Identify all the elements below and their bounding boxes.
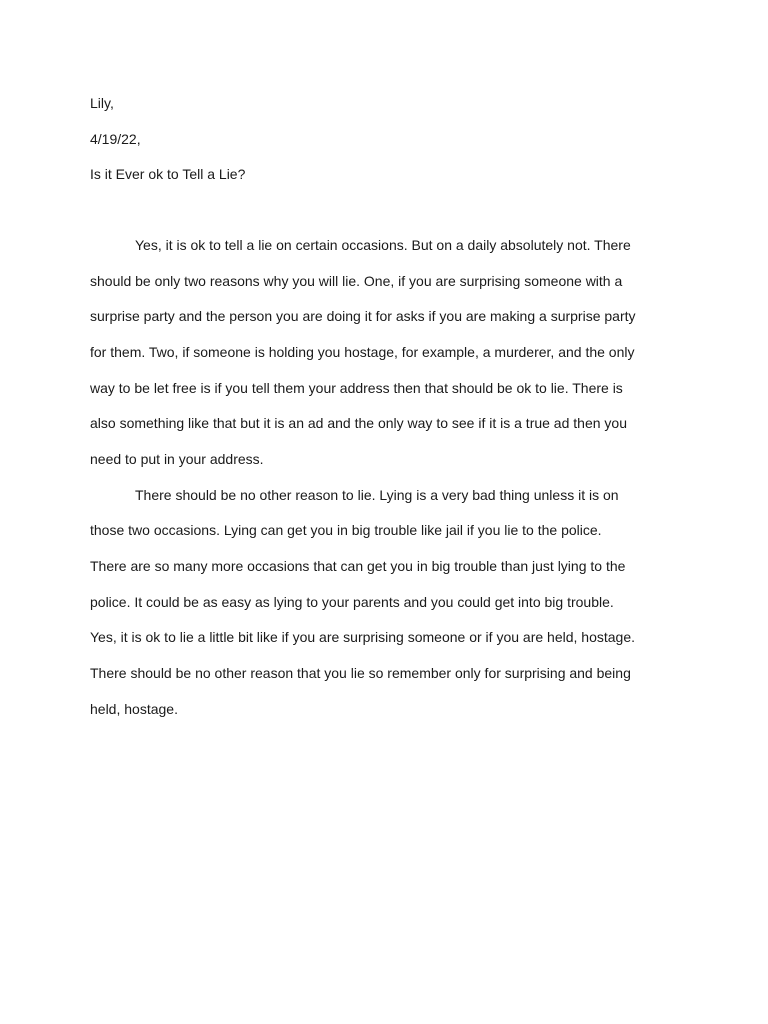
paragraph-1-line: should be only two reasons why you will lie. One, if you are surprising someone with a	[90, 273, 623, 289]
paragraph-2-line: There are so many more occasions that can get you in big trouble than just lying to the	[90, 558, 626, 574]
paragraph-2-line: Yes, it is ok to lie a little bit like if you are surprising someone or if you are held, hostage.	[90, 629, 635, 645]
paragraph-2-line: There should be no other reason that you lie so remember only for surprising and being	[90, 665, 631, 681]
paragraph-1-line: surprise party and the person you are doing it for asks if you are making a surprise party	[90, 308, 636, 324]
paragraph-1-line: Yes, it is ok to tell a lie on certain occasions. But on a daily absolutely not. There	[135, 237, 631, 253]
author-name: Lily,	[90, 95, 114, 111]
paragraph-2-line: those two occasions. Lying can get you in big trouble like jail if you lie to the police.	[90, 522, 602, 538]
document-title: Is it Ever ok to Tell a Lie?	[90, 166, 246, 182]
paragraph-1-line: for them. Two, if someone is holding you hostage, for example, a murderer, and the only	[90, 344, 635, 360]
paragraph-2-line: police. It could be as easy as lying to your parents and you could get into big trouble.	[90, 594, 614, 610]
document-date: 4/19/22,	[90, 131, 141, 147]
paragraph-1-line: also something like that but it is an ad and the only way to see if it is a true ad then you	[90, 415, 627, 431]
paragraph-1-line: need to put in your address.	[90, 451, 264, 467]
paragraph-2-line: held, hostage.	[90, 701, 178, 717]
paragraph-2-line: There should be no other reason to lie. Lying is a very bad thing unless it is on	[135, 487, 619, 503]
paragraph-1-line: way to be let free is if you tell them your address then that should be ok to lie. There is	[90, 380, 623, 396]
